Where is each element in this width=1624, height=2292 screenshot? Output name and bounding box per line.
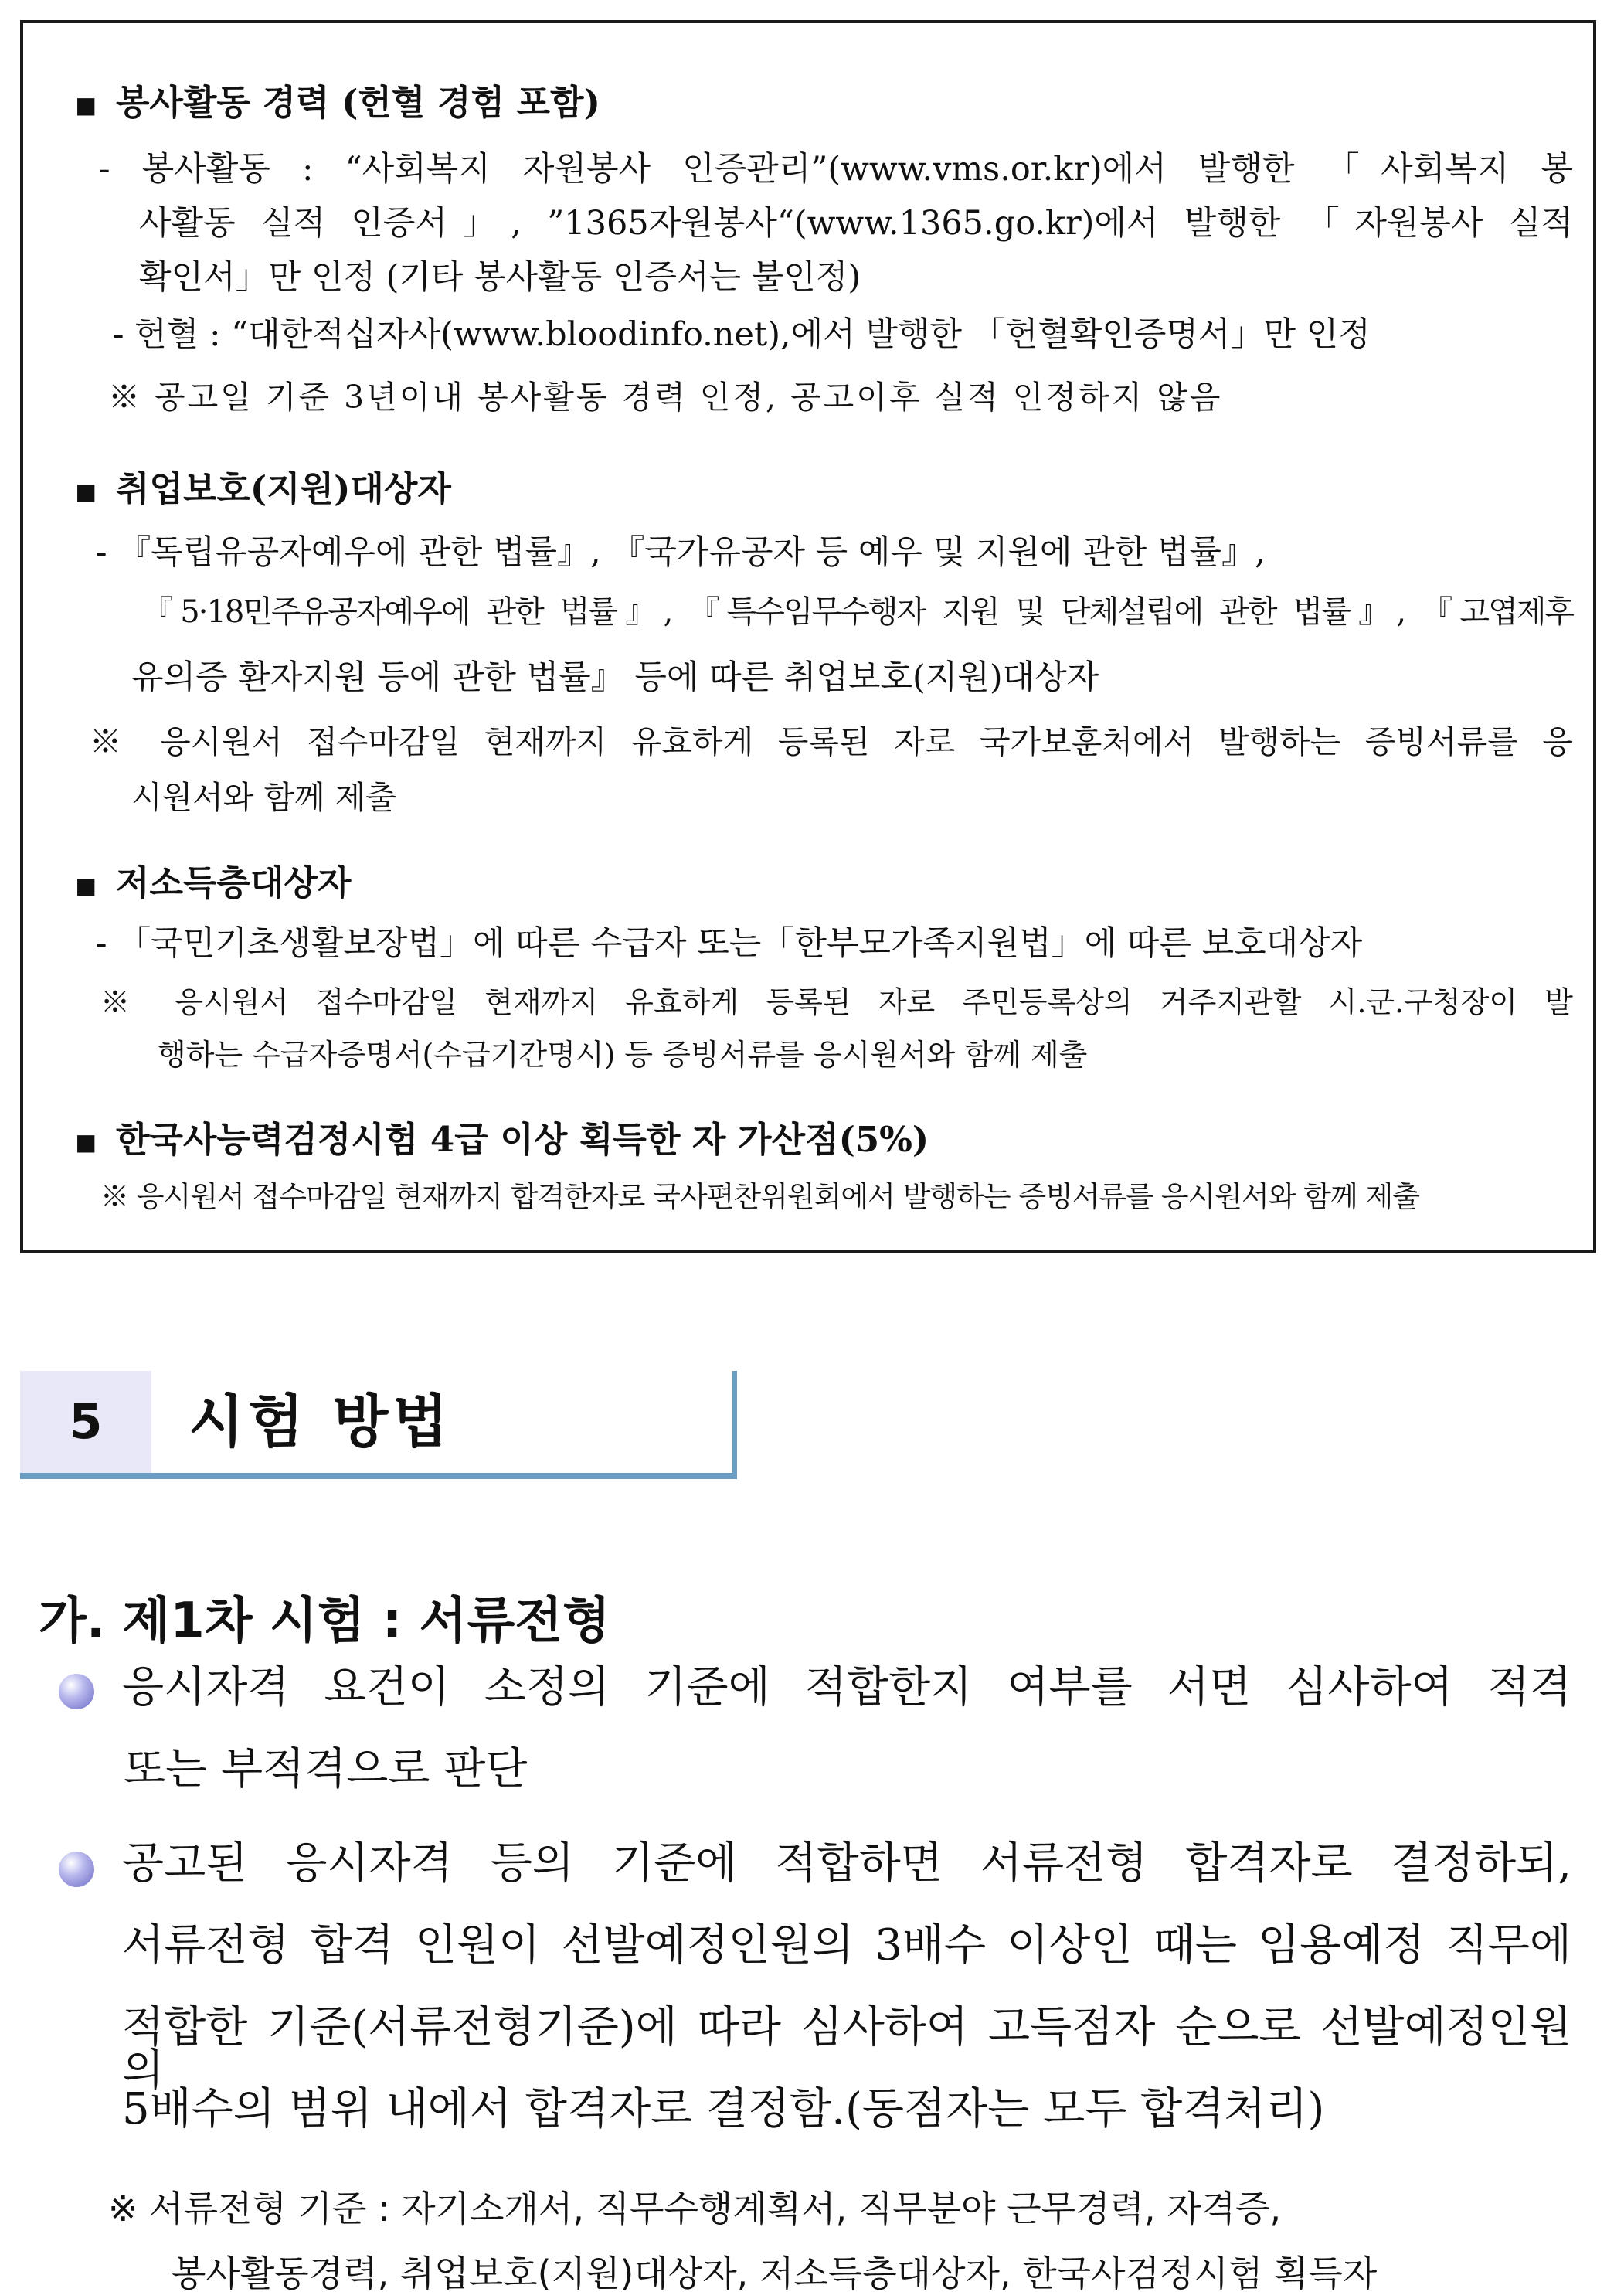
section-divider-right [732,1371,737,1479]
volunteer-line-1: - 봉사활동 : “사회복지 자원봉사 인증관리”(www.vms.or.kr)에서 발행한 「사회복지 봉 [99,150,1573,189]
low-income-line-1: - 「국민기초생활보장법」에 따른 수급자 또는「한부모가족지원법」에 따른 보호대상자 [96,924,1363,963]
employment-line-2: 『5·18민주유공자예우에 관한 법률』, 『특수임무수행자 지원 및 단체설립에 관한 법률』, 『고엽제후 [142,594,1573,630]
round-bullet-icon [59,1674,94,1709]
subsection-title: 가. 제1차 시험 : 서류전형 [39,1593,610,1650]
low-income-note-line-1: ※ 응시원서 접수마감일 현재까지 유효하게 등록된 자로 주민등록상의 거주지관할 시.군.구청장이 발 [100,985,1573,1019]
heading-korean-history: 한국사능력검정시험 4급 이상 획득한 자 가산점(5%) [116,1119,929,1160]
heading-volunteer: 봉사활동 경력 (헌혈 경험 포함) [116,82,600,123]
employment-line-1: - 『독립유공자예우에 관한 법률』, 『국가유공자 등 예우 및 지원에 관한 법률』, [96,533,1266,572]
section-number: 5 [20,1371,151,1473]
criteria-note-line-2: 봉사활동경력, 취업보호(지원)대상자, 저소득층대상자, 한국사검정시험 획득자 [172,2253,1378,2292]
heading-employment-protection: 취업보호(지원)대상자 [116,468,451,509]
volunteer-line-2: 사활동 실적 인증서」, ”1365자원봉사“(www.1365.go.kr)에서 발행한 「자원봉사 실적 [139,204,1573,243]
employment-note-line-1: ※ 응시원서 접수마감일 현재까지 유효하게 등록된 자로 국가보훈처에서 발행하는 증빙서류를 응 [90,723,1573,760]
para2-line-1: 공고된 응시자격 등의 기준에 적합하면 서류전형 합격자로 결정하되, [122,1838,1571,1889]
para1-line-1: 응시자격 요건이 소정의 기준에 적합한지 여부를 서면 심사하여 적격 [122,1662,1571,1712]
bullet-marker: ▪ [74,1120,98,1161]
criteria-note-line-1: ※ 서류전형 기준 : 자기소개서, 직무수행계획서, 직무분야 근무경력, 자격증, [108,2188,1282,2229]
bullet-marker: ▪ [74,83,98,124]
blood-donation-line: - 헌혈 : “대한적십자사(www.bloodinfo.net),에서 발행한 「헌혈확인증명서」만 인정 [113,315,1371,354]
heading-low-income: 저소득층대상자 [116,862,352,903]
section-title: 시험 방법 [189,1389,453,1455]
low-income-note-line-2: 행하는 수급자증명서(수급기간명시) 등 증빙서류를 응시원서와 함께 제출 [158,1038,1088,1072]
section-header [20,1371,737,1479]
korean-history-note: ※ 응시원서 접수마감일 현재까지 합격한자로 국사편찬위원회에서 발행하는 증빙서류를 응시원서와 함께 제출 [100,1180,1419,1213]
bullet-marker: ▪ [74,470,98,511]
round-bullet-icon [59,1852,94,1887]
employment-note-line-2: 시원서와 함께 제출 [131,779,396,816]
para1-line-2: 또는 부적격으로 판단 [124,1744,528,1794]
section-divider-bottom [20,1473,737,1479]
para2-line-3: 적합한 기준(서류전형기준)에 따라 심사하여 고득점자 순으로 선발예정인원의 [122,2002,1571,2096]
employment-line-3: 유의증 환자지원 등에 관한 법률』 등에 따른 취업보호(지원)대상자 [131,658,1099,697]
para2-line-4: 5배수의 범위 내에서 합격자로 결정함.(동점자는 모두 합격처리) [122,2084,1325,2134]
bullet-marker: ▪ [74,864,98,905]
para2-line-2: 서류전형 합격 인원이 선발예정인원의 3배수 이상인 때는 임용예정 직무에 [122,1920,1571,1971]
volunteer-note: ※ 공고일 기준 3년이내 봉사활동 경력 인정, 공고이후 실적 인정하지 않음 [108,379,1223,416]
volunteer-line-3: 확인서」만 인정 (기타 봉사활동 인증서는 불인정) [139,258,861,297]
